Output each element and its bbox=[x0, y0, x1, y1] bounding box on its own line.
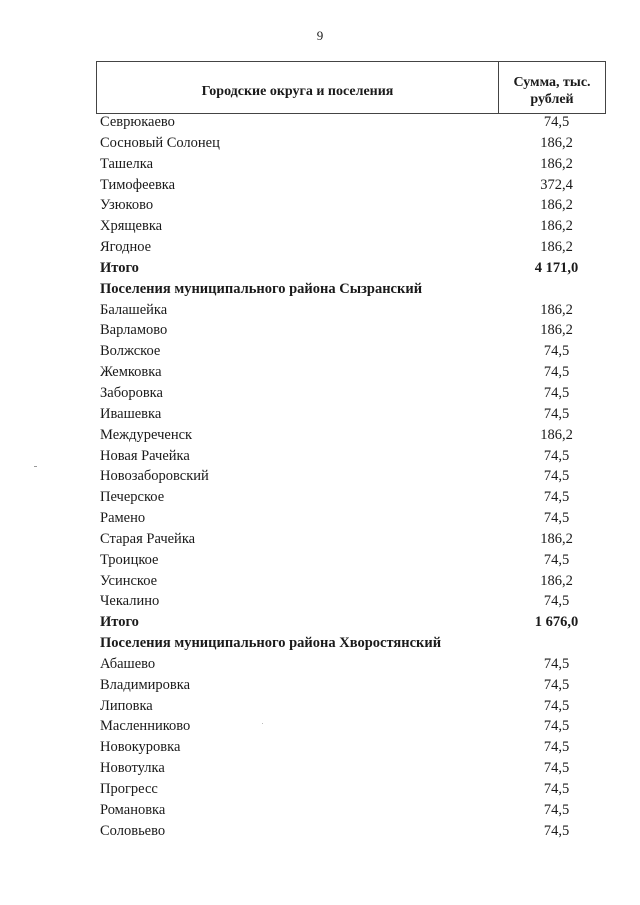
column-header-name: Городские округа и поселения bbox=[97, 62, 499, 113]
settlement-name: Липовка bbox=[100, 697, 153, 714]
amount-value: 186,2 bbox=[540, 218, 573, 235]
settlement-name: Ягодное bbox=[100, 239, 152, 256]
settlement-name: Тимофеевка bbox=[100, 176, 176, 193]
settlement-name: Новотулка bbox=[100, 760, 165, 777]
amount-value: 74,5 bbox=[543, 676, 570, 693]
table-row bbox=[0, 216, 640, 237]
table-row bbox=[0, 696, 640, 717]
amount-value: 1 676,0 bbox=[534, 614, 579, 631]
table-row bbox=[0, 300, 640, 321]
settlement-name: Романовка bbox=[100, 801, 166, 818]
amount-value: 74,5 bbox=[543, 781, 570, 797]
column-header-sum: Сумма, тыс. рублей bbox=[513, 74, 591, 107]
settlement-name: Ивашевка bbox=[100, 405, 162, 422]
table-row bbox=[0, 383, 640, 404]
section-heading-row bbox=[0, 633, 640, 654]
scan-speck bbox=[262, 723, 263, 724]
amount-value: 4 171,0 bbox=[534, 259, 579, 276]
scan-speck bbox=[34, 466, 37, 467]
table-row bbox=[0, 362, 640, 383]
amount-value: 74,5 bbox=[543, 822, 570, 839]
settlement-name: Итого bbox=[100, 614, 139, 631]
table-row bbox=[0, 175, 640, 196]
section-title: Поселения муниципального района Сызранский bbox=[100, 280, 423, 297]
table-row bbox=[0, 487, 640, 508]
table-row bbox=[0, 195, 640, 216]
settlement-name: Итого bbox=[100, 259, 139, 276]
table-row bbox=[0, 758, 640, 779]
table-row bbox=[0, 508, 640, 529]
amount-value: 186,2 bbox=[540, 239, 573, 256]
table-row bbox=[0, 654, 640, 675]
amount-value: 74,5 bbox=[543, 510, 570, 527]
table-row bbox=[0, 800, 640, 821]
page-number: 9 bbox=[316, 28, 324, 43]
settlement-name: Масленниково bbox=[100, 718, 191, 735]
settlement-name: Новая Рачейка bbox=[100, 447, 190, 464]
settlement-name: Абашево bbox=[100, 655, 156, 672]
settlement-name: Волжское bbox=[100, 343, 161, 360]
amount-value: 74,5 bbox=[543, 114, 570, 130]
amount-value: 74,5 bbox=[543, 697, 570, 714]
settlement-name: Новозаборовский bbox=[100, 468, 209, 485]
amount-value: 186,2 bbox=[540, 530, 573, 547]
amount-value: 74,5 bbox=[543, 343, 570, 360]
table-row bbox=[0, 737, 640, 758]
table-row bbox=[0, 571, 640, 592]
table-body bbox=[0, 112, 640, 842]
settlement-name: Варламово bbox=[100, 322, 168, 339]
table-row bbox=[0, 320, 640, 341]
amount-value: 186,2 bbox=[540, 572, 573, 589]
table-row bbox=[0, 133, 640, 154]
table-row bbox=[0, 425, 640, 446]
amount-value: 74,5 bbox=[543, 489, 570, 506]
table-row bbox=[0, 446, 640, 467]
table-row bbox=[0, 237, 640, 258]
table-row bbox=[0, 779, 640, 800]
settlement-name: Балашейка bbox=[100, 301, 168, 318]
table-row bbox=[0, 341, 640, 362]
amount-value: 186,2 bbox=[540, 426, 573, 443]
table-row bbox=[0, 821, 640, 842]
amount-value: 74,5 bbox=[543, 447, 570, 464]
settlement-name: Троицкое bbox=[100, 551, 159, 568]
settlement-name: Новокуровка bbox=[100, 739, 181, 756]
amount-value: 372,4 bbox=[540, 176, 573, 193]
settlement-name: Старая Рачейка bbox=[100, 530, 196, 547]
table-row bbox=[0, 550, 640, 571]
section-title: Поселения муниципального района Хворостянский bbox=[100, 635, 442, 652]
section-heading-row bbox=[0, 279, 640, 300]
amount-value: 74,5 bbox=[543, 593, 570, 610]
settlement-name: Усинское bbox=[100, 572, 158, 589]
amount-value: 74,5 bbox=[543, 739, 570, 756]
amount-value: 74,5 bbox=[543, 468, 570, 485]
amount-value: 74,5 bbox=[543, 655, 570, 672]
amount-value: 74,5 bbox=[543, 718, 570, 735]
amount-value: 74,5 bbox=[543, 551, 570, 568]
amount-value: 74,5 bbox=[543, 405, 570, 422]
table-row bbox=[0, 466, 640, 487]
settlement-name: Печерское bbox=[100, 489, 165, 506]
amount-value: 186,2 bbox=[540, 155, 573, 172]
amount-value: 74,5 bbox=[543, 384, 570, 401]
table-row bbox=[0, 716, 640, 737]
settlement-name: Севрюкаево bbox=[100, 114, 175, 130]
table-row bbox=[0, 404, 640, 425]
amount-value: 186,2 bbox=[540, 301, 573, 318]
amount-value: 74,5 bbox=[543, 801, 570, 818]
settlement-name: Владимировка bbox=[100, 676, 191, 693]
settlement-name: Сосновый Солонец bbox=[100, 134, 220, 151]
total-row bbox=[0, 612, 640, 633]
amount-value: 186,2 bbox=[540, 197, 573, 214]
amount-value: 74,5 bbox=[543, 760, 570, 777]
settlement-name: Заборовка bbox=[100, 384, 163, 401]
amount-value: 74,5 bbox=[543, 364, 570, 381]
settlement-name: Соловьево bbox=[100, 822, 166, 839]
settlement-name: Жемковка bbox=[100, 364, 162, 381]
table-header bbox=[96, 61, 606, 114]
amount-value: 186,2 bbox=[540, 134, 573, 151]
settlement-name: Прогресс bbox=[100, 781, 158, 797]
table-row bbox=[0, 112, 640, 133]
amount-value: 186,2 bbox=[540, 322, 573, 339]
table-row bbox=[0, 591, 640, 612]
settlement-name: Узюково bbox=[100, 197, 154, 214]
table-row bbox=[0, 675, 640, 696]
settlement-name: Хрящевка bbox=[100, 218, 163, 235]
table-row bbox=[0, 529, 640, 550]
settlement-name: Ташелка bbox=[100, 155, 154, 172]
total-row bbox=[0, 258, 640, 279]
settlement-name: Рамено bbox=[100, 510, 146, 527]
table-row bbox=[0, 154, 640, 175]
settlement-name: Междуреченск bbox=[100, 426, 193, 443]
settlement-name: Чекалино bbox=[100, 593, 160, 610]
